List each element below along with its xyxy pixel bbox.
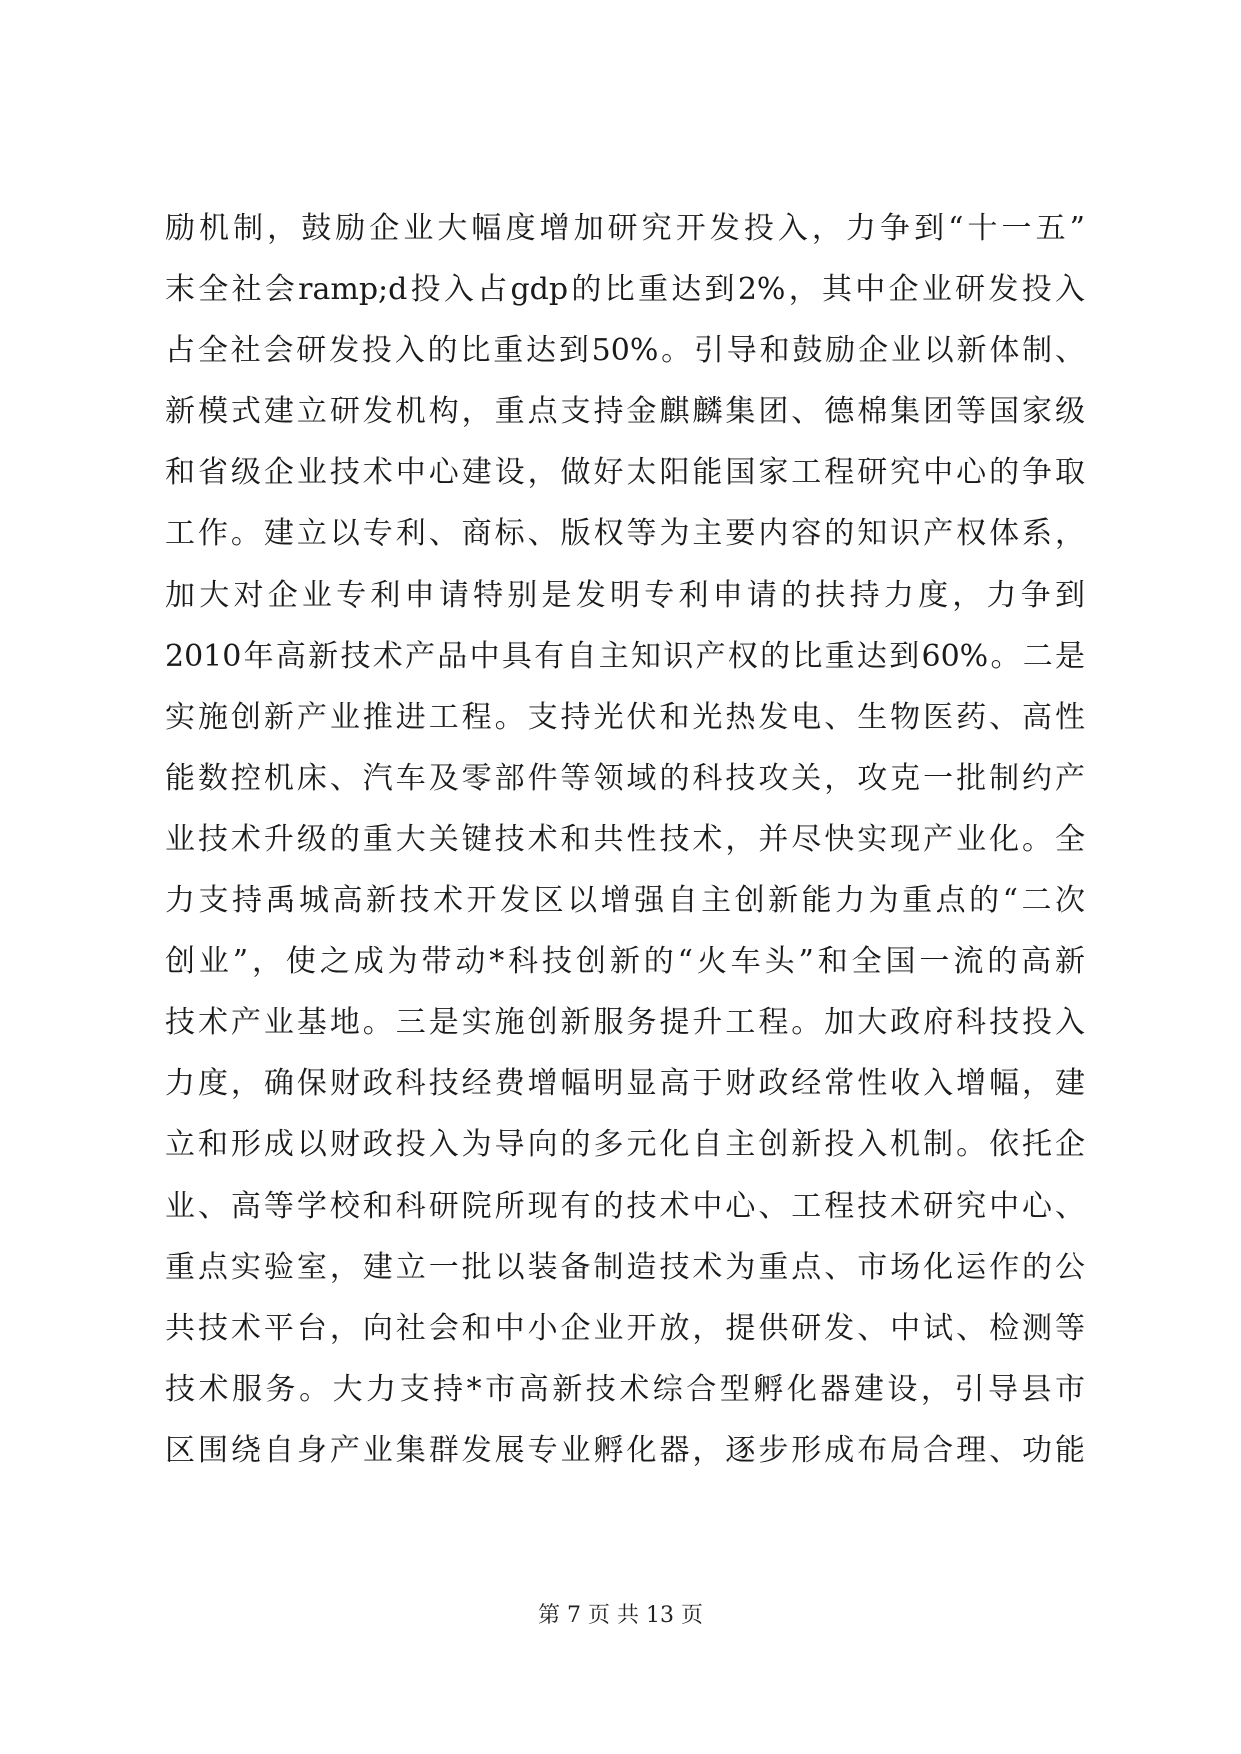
text-line: 末全社会ramp;d投入占gdp的比重达到2%，其中企业研发投入 (165, 272, 1085, 308)
text-line: 和省级企业技术中心建设，做好太阳能国家工程研究中心的争取 (165, 455, 1085, 491)
page-number-label: 第 7 页 共 13 页 (538, 1603, 703, 1628)
page-footer (0, 1598, 1241, 1629)
text-line: 创业”，使之成为带动*科技创新的“火车头”和全国一流的高新 (165, 944, 1085, 980)
text-line: 励机制，鼓励企业大幅度增加研究开发投入，力争到“十一五” (165, 211, 1085, 246)
text-line: 技术服务。大力支持*市高新技术综合型孵化器建设，引导县市 (165, 1371, 1085, 1407)
text-line: 共技术平台，向社会和中小企业开放，提供研发、中试、检测等 (165, 1310, 1085, 1346)
text-line: 重点实验室，建立一批以装备制造技术为重点、市场化运作的公 (165, 1249, 1085, 1285)
text-line: 新模式建立研发机构，重点支持金麒麟集团、德棉集团等国家级 (165, 394, 1085, 430)
text-line: 实施创新产业推进工程。支持光伏和光热发电、生物医药、高性 (165, 699, 1085, 735)
text-line: 力支持禹城高新技术开发区以增强自主创新能力为重点的“二次 (165, 883, 1085, 919)
text-line: 业技术升级的重大关键技术和共性技术，并尽快实现产业化。全 (165, 821, 1085, 857)
text-line: 工作。建立以专利、商标、版权等为主要内容的知识产权体系， (165, 516, 1085, 552)
text-line: 2010年高新技术产品中具有自主知识产权的比重达到60%。二是 (165, 638, 1085, 674)
text-line: 技术产业基地。三是实施创新服务提升工程。加大政府科技投入 (165, 1005, 1085, 1041)
text-line: 区围绕自身产业集群发展专业孵化器，逐步形成布局合理、功能 (165, 1432, 1085, 1468)
text-line: 力度，确保财政科技经费增幅明显高于财政经常性收入增幅，建 (165, 1066, 1085, 1102)
text-line: 立和形成以财政投入为导向的多元化自主创新投入机制。依托企 (165, 1127, 1085, 1163)
body-text (165, 198, 1085, 1481)
text-line: 能数控机床、汽车及零部件等领域的科技攻关，攻克一批制约产 (165, 760, 1085, 796)
text-line: 业、高等学校和科研院所现有的技术中心、工程技术研究中心、 (165, 1188, 1085, 1224)
text-line: 加大对企业专利申请特别是发明专利申请的扶持力度，力争到 (165, 577, 1085, 613)
text-line: 占全社会研发投入的比重达到50%。引导和鼓励企业以新体制、 (165, 333, 1085, 369)
